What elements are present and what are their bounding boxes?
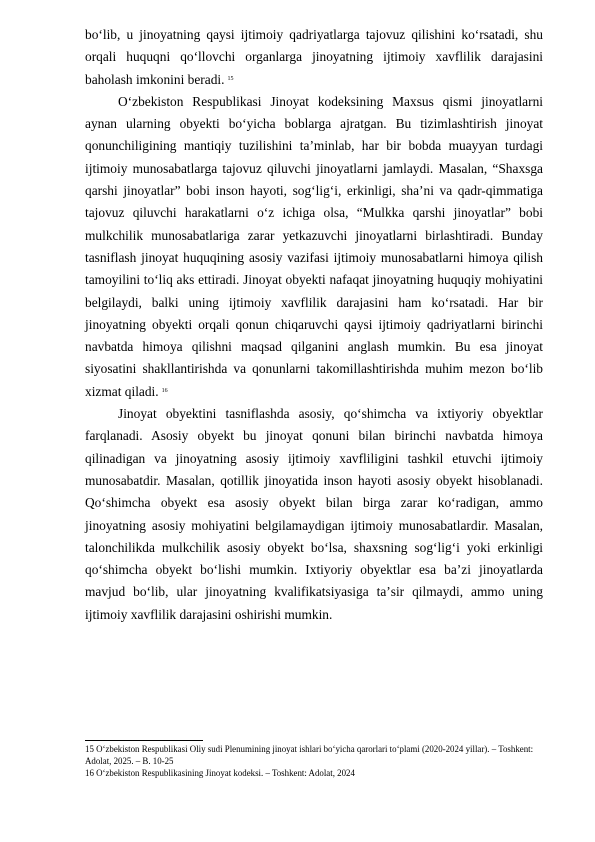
footnote-15: 15 Oʻzbekiston Respublikasi Oliy sudi Plenumining jinoyat ishlari boʻyicha qarorlari toʻplami (2020-2024 yillar). – Toshkent: Adolat, 2025. – B. 10-25 <box>85 744 534 766</box>
footnote-16: 16 Oʻzbekiston Respublikasining Jinoyat kodeksi. – Toshkent: Adolat, 2024 <box>85 767 355 778</box>
footnote-ref-15[interactable]: 15 <box>227 75 234 82</box>
paragraph-1-text: boʻlib, u jinoyatning qaysi ijtimoiy qadriyatlarga tajovuz qilishini koʻrsatadi, shu orqali huquqni qoʻllovchi organlarga jinoyatning ijtimoiy xavflilik darajasini baholash imkonini beradi. <box>85 27 543 87</box>
paragraph-3 <box>85 403 543 626</box>
footnotes-section <box>85 744 543 780</box>
document-body <box>85 24 543 626</box>
paragraph-1 <box>85 24 543 91</box>
paragraph-2-text: Oʻzbekiston Respublikasi Jinoyat kodeksining Maxsus qismi jinoyatlarni aynan ularning obyekti boʻyicha boblarga ajratgan. Bu tizimlashtirish jinoyat qonunchiligining mantiqiy tuzilishini taʼminlab, har bir bobda muayyan turdagi ijtimoiy munosabatlarga tajovuz qiluvchi jinoyatlarni jamlaydi. Masalan, “Shaxsga qarshi jinoyatlar” bobi inson hayoti, sogʻligʻi, erkinligi, shaʼni va qadr-qimmatiga tajovuz qiluvchi harakatlarni oʻz ichiga olsa, “Mulkka qarshi jinoyatlar” bobi mulkchilik munosabatlariga zarar yetkazuvchi jinoyatlarni birlashtiradi. Bunday tasniflash jinoyat huquqining asosiy vazifasi ijtimoiy munosabatlarni himoya qilish tamoyilini toʻliq aks ettiradi. Jinoyat obyekti nafaqat jinoyatning huquqiy mohiyatini belgilaydi, balki uning ijtimoiy xavflilik darajasini ham koʻrsatadi. Har bir jinoyatning obyekti orqali qonun chiqaruvchi qaysi ijtimoiy qadriyatlarni birinchi navbatda himoya qilishni maqsad qilganini anglash mumkin. Bu esa jinoyat siyosatini shakllantirishda va qonunlarni takomillashtirishda muhim mezon boʻlib xizmat qiladi. <box>85 93 543 399</box>
footnote-ref-16[interactable]: 16 <box>161 387 168 394</box>
paragraph-3-text: Jinoyat obyektini tasniflashda asosiy, qoʻshimcha va ixtiyoriy obyektlar farqlanadi. Asosiy obyekt bu jinoyat qonuni bilan birinchi navbatda himoya qilinadigan va jinoyatning asosiy ijtimoiy xavfliligini tashkil etuvchi ijtimoiy munosabatdir. Masalan, qotillik jinoyatida inson hayoti asosiy obyekt hisoblanadi. Qoʻshimcha obyekt esa asosiy obyekt bilan birga zarar koʻradigan, ammo jinoyatning asosiy mohiyatini belgilamaydigan ijtimoiy munosabatlardir. Masalan, talonchilikda mulkchilik asosiy obyekt boʻlsa, shaxsning sogʻligʻi yoki erkinligi qoʻshimcha obyekt boʻlishi mumkin. Ixtiyoriy obyektlar esa baʼzi jinoyatlarda mavjud boʻlib, ular jinoyatning kvalifikatsiyasiga taʼsir qilmaydi, ammo uning ijtimoiy xavflilik darajasini oshirishi mumkin. <box>85 406 543 622</box>
footnote-divider <box>85 740 203 741</box>
paragraph-2 <box>85 91 543 403</box>
